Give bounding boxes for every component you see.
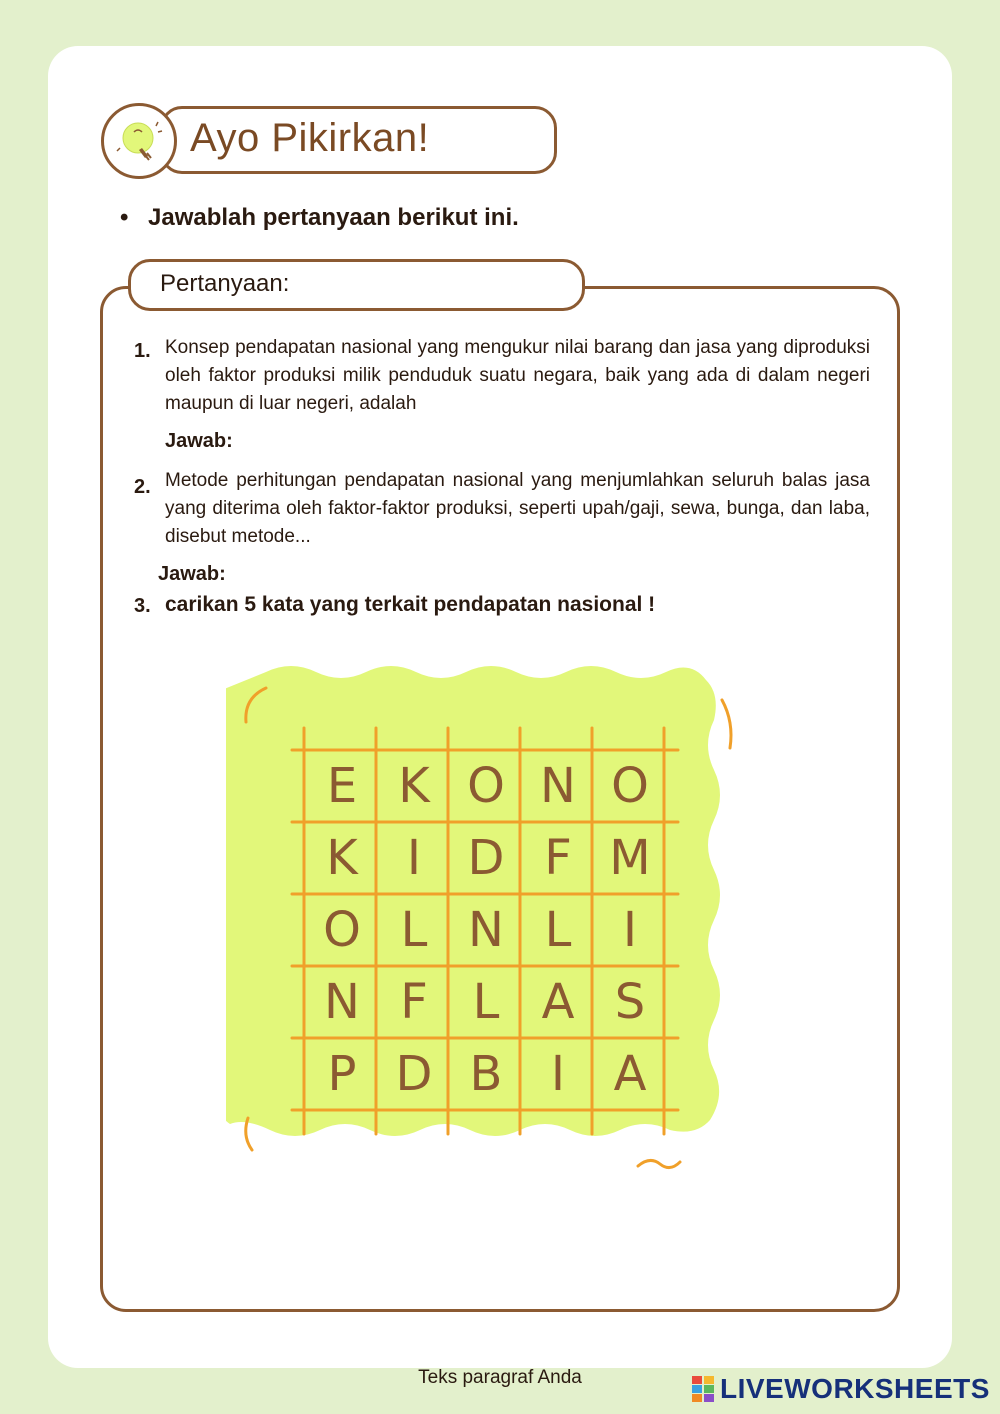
puzzle-letter-cell[interactable]: P: [327, 1046, 357, 1102]
word-search-puzzle: [226, 666, 748, 1186]
puzzle-letter-cell[interactable]: B: [469, 1046, 503, 1102]
puzzle-letter-cell[interactable]: L: [472, 974, 500, 1030]
puzzle-letter-cell[interactable]: N: [468, 902, 504, 958]
page-title: Ayo Pikirkan!: [190, 116, 430, 160]
puzzle-letter-cell[interactable]: M: [609, 830, 651, 886]
brand-name: LIVEWORKSHEETS: [720, 1373, 990, 1404]
puzzle-letter-cell[interactable]: D: [395, 1046, 433, 1102]
puzzle-letter-cell[interactable]: A: [613, 1046, 647, 1102]
liveworksheets-logo[interactable]: [692, 1372, 990, 1406]
instruction-text: Jawablah pertanyaan berikut ini.: [148, 204, 519, 231]
puzzle-letter-cell[interactable]: D: [467, 830, 505, 886]
instruction-item: [120, 198, 519, 238]
question-text: Konsep pendapatan nasional yang mengukur nilai barang dan jasa yang diproduksi oleh faktor produksi milik penduduk suatu negara, baik yang ada di dalam negeri maupun di luar negeri, adalah: [165, 337, 870, 414]
brand-blocks-icon: [692, 1376, 714, 1402]
puzzle-letter-cell[interactable]: I: [622, 902, 638, 958]
question-text: Metode perhitungan pendapatan nasional yang menjumlahkan seluruh balas jasa yang diterima oleh faktor-faktor produksi, seperti upah/gaji, sewa, bunga, dan laba, disebut metode...: [165, 470, 870, 547]
puzzle-letter-cell[interactable]: O: [323, 902, 361, 958]
puzzle-letter-cell[interactable]: E: [326, 758, 358, 814]
question-text: carikan 5 kata yang terkait pendapatan nasional !: [165, 593, 656, 616]
question-number: 2.: [134, 476, 151, 498]
puzzle-letter-cell[interactable]: O: [467, 758, 505, 814]
puzzle-letter-cell[interactable]: K: [326, 830, 358, 886]
answer-label: Jawab:: [158, 563, 226, 585]
puzzle-letter-cell[interactable]: N: [324, 974, 360, 1030]
puzzle-letter-cell[interactable]: A: [541, 974, 575, 1030]
question-number: 1.: [134, 340, 151, 362]
puzzle-letter-cell[interactable]: K: [398, 758, 430, 814]
puzzle-letter-cell[interactable]: L: [544, 902, 572, 958]
answer-label: Jawab:: [165, 430, 233, 452]
puzzle-letter-cell[interactable]: O: [611, 758, 649, 814]
puzzle-letter-cell[interactable]: I: [550, 1046, 566, 1102]
puzzle-letter-cell[interactable]: S: [614, 974, 646, 1030]
question-number: 3.: [134, 595, 151, 617]
puzzle-letter-cell[interactable]: L: [400, 902, 428, 958]
puzzle-letter-cell[interactable]: N: [540, 758, 576, 814]
footer-text: Teks paragraf Anda: [418, 1367, 582, 1388]
lightbulb-badge: [101, 103, 177, 179]
puzzle-letter-cell[interactable]: F: [544, 830, 572, 886]
bullet: •: [120, 204, 129, 231]
questions-tab-label: Pertanyaan:: [160, 270, 290, 297]
puzzle-letter-cell[interactable]: I: [406, 830, 422, 886]
puzzle-letter-cell[interactable]: F: [400, 974, 428, 1030]
lightbulb-icon: [112, 114, 168, 170]
